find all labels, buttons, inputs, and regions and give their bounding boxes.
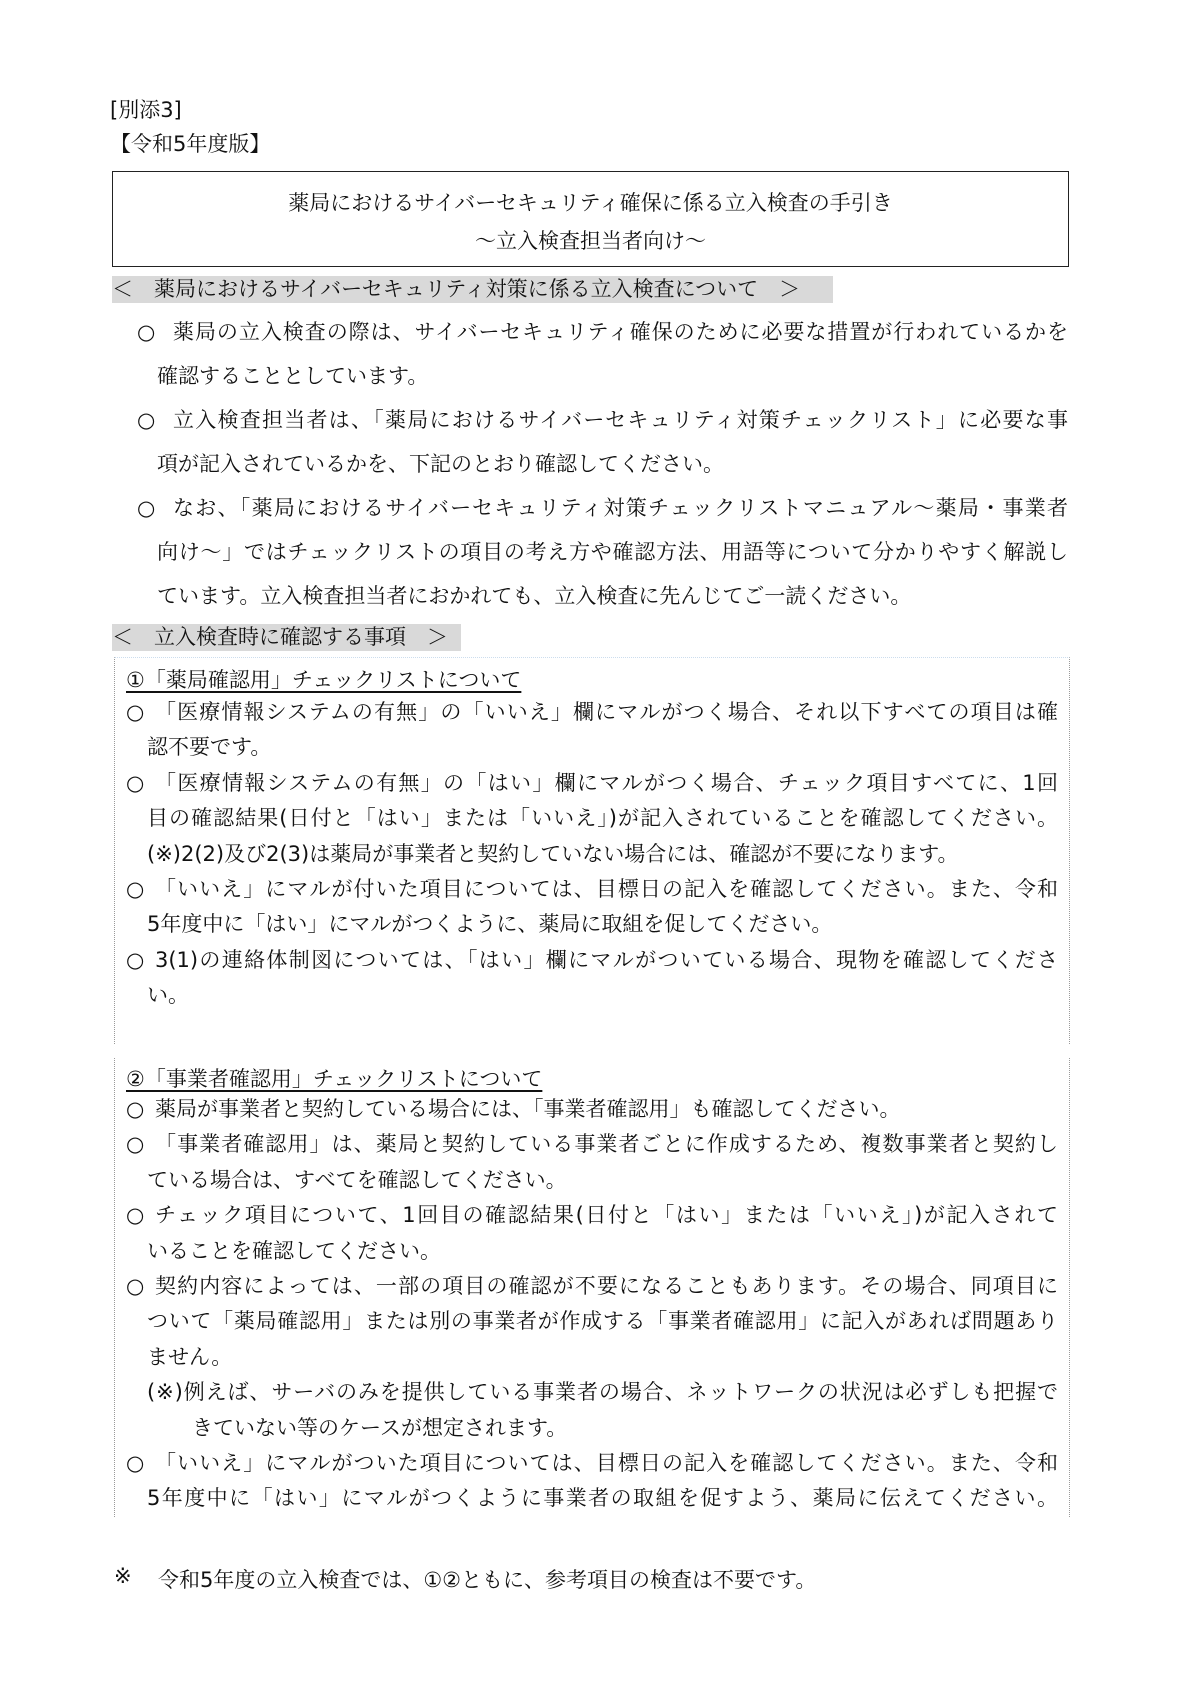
note-line: きていない等のケースが想定されます。 bbox=[192, 1415, 568, 1440]
paragraph-line: 確認することとしています。 bbox=[157, 364, 429, 388]
paragraph-line: ついて「薬局確認用」または別の事業者が作成する「事業者確認用」に記入があれば問題あり bbox=[147, 1309, 1058, 1334]
section1-heading: ＜ 薬局におけるサイバーセキュリティ対策に係る立入検査について ＞ bbox=[112, 276, 833, 303]
bullet-icon: ○ bbox=[126, 876, 145, 901]
paragraph-line: ○ 「事業者確認用」は、薬局と契約している事業者ごとに作成するため、複数事業者と契約し bbox=[155, 1127, 1058, 1162]
section1-body bbox=[137, 310, 1068, 618]
footer-note: 令和5年度の立入検査では、①②ともに、参考項目の検査は不要です。 bbox=[158, 1568, 817, 1592]
paragraph-line: いることを確認してください。 bbox=[147, 1238, 441, 1263]
paragraph-line: ○ 「いいえ」にマルが付いた項目については、目標日の記入を確認してください。また、令和 bbox=[155, 872, 1058, 907]
paragraph-line: ません。 bbox=[147, 1344, 233, 1369]
paragraph-line: 5年度中に「はい」にマルがつくように、薬局に取組を促してください。 bbox=[147, 912, 833, 937]
note-line: (※)例えば、サーバのみを提供している事業者の場合、ネットワークの状況は必ずしも把握で bbox=[147, 1380, 1058, 1405]
box2-body bbox=[126, 1092, 1058, 1517]
attachment-label: [別添3] bbox=[110, 98, 182, 122]
paragraph-line: 目の確認結果(日付と「はい」または「いいえ」)が記入されていることを確認してください。 bbox=[147, 806, 1058, 831]
paragraph-line: ○ 薬局が事業者と契約している場合には、「事業者確認用」も確認してください。 bbox=[155, 1092, 1058, 1127]
bullet-icon: ○ bbox=[126, 947, 145, 972]
bullet-icon: ○ bbox=[126, 1273, 145, 1298]
bullet-icon: ○ bbox=[126, 770, 145, 795]
bullet-icon: ○ bbox=[126, 1132, 145, 1157]
box1-body bbox=[126, 695, 1058, 1014]
paragraph-line: ○ 「医療情報システムの有無」の「いいえ」欄にマルがつく場合、それ以下すべての項目は確 bbox=[155, 695, 1058, 730]
paragraph-line: 項が記入されているかを、下記のとおり確認してください。 bbox=[157, 452, 724, 476]
title-box bbox=[112, 171, 1069, 267]
bullet-icon: ○ bbox=[137, 408, 156, 432]
footer-note-mark: ※ bbox=[114, 1564, 132, 1588]
paragraph-line: ○ 「医療情報システムの有無」の「はい」欄にマルがつく場合、チェック項目すべてに、1回 bbox=[155, 766, 1058, 801]
bullet-icon: ○ bbox=[137, 496, 156, 520]
paragraph-line: ○ 薬局の立入検査の際は、サイバーセキュリティ確保のために必要な措置が行われているかを bbox=[173, 310, 1068, 354]
bullet-icon: ○ bbox=[126, 1203, 145, 1228]
document-title: 薬局におけるサイバーセキュリティ確保に係る立入検査の手引き bbox=[288, 191, 893, 215]
paragraph-line: ○ 3(1)の連絡体制図については、「はい」欄にマルがついている場合、現物を確認してくださ bbox=[155, 943, 1058, 978]
paragraph-line: ○ 契約内容によっては、一部の項目の確認が不要になることもあります。その場合、同項目に bbox=[155, 1269, 1058, 1304]
paragraph-line: 認不要です。 bbox=[147, 735, 272, 760]
paragraph-line: い。 bbox=[147, 983, 189, 1008]
box1-title: ①「薬局確認用」チェックリストについて bbox=[126, 668, 522, 692]
bullet-icon: ○ bbox=[126, 700, 145, 724]
document-subtitle: ～立入検査担当者向け～ bbox=[475, 229, 706, 253]
paragraph-line: ○ なお、「薬局におけるサイバーセキュリティ対策チェックリストマニュアル～薬局・事業者 bbox=[173, 486, 1068, 530]
paragraph-line: ています。立入検査担当者におかれても、立入検査に先んじてご一読ください。 bbox=[157, 584, 912, 608]
bullet-icon: ○ bbox=[126, 1097, 145, 1121]
note-line: (※)2(2)及び2(3)は薬局が事業者と契約していない場合には、確認が不要になります。 bbox=[147, 841, 959, 866]
bullet-icon: ○ bbox=[137, 320, 156, 344]
edition-label: 【令和5年度版】 bbox=[110, 132, 271, 156]
paragraph-line: 向け～」ではチェックリストの項目の考え方や確認方法、用語等について分かりやすく解説し bbox=[157, 540, 1068, 564]
bullet-icon: ○ bbox=[126, 1450, 145, 1475]
paragraph-line: 5年度中に「はい」にマルがつくように事業者の取組を促すよう、薬局に伝えてください。 bbox=[147, 1486, 1058, 1511]
paragraph-line: ている場合は、すべてを確認してください。 bbox=[147, 1167, 567, 1192]
box2-title: ②「事業者確認用」チェックリストについて bbox=[126, 1067, 543, 1091]
section2-heading: ＜ 立入検査時に確認する事項 ＞ bbox=[112, 624, 461, 651]
paragraph-line: ○ 立入検査担当者は、「薬局におけるサイバーセキュリティ対策チェックリスト」に必要な事 bbox=[173, 398, 1068, 442]
paragraph-line: ○ 「いいえ」にマルがついた項目については、目標日の記入を確認してください。また、令和 bbox=[155, 1446, 1058, 1481]
paragraph-line: ○ チェック項目について、1回目の確認結果(日付と「はい」または「いいえ」)が記入されて bbox=[155, 1198, 1058, 1233]
